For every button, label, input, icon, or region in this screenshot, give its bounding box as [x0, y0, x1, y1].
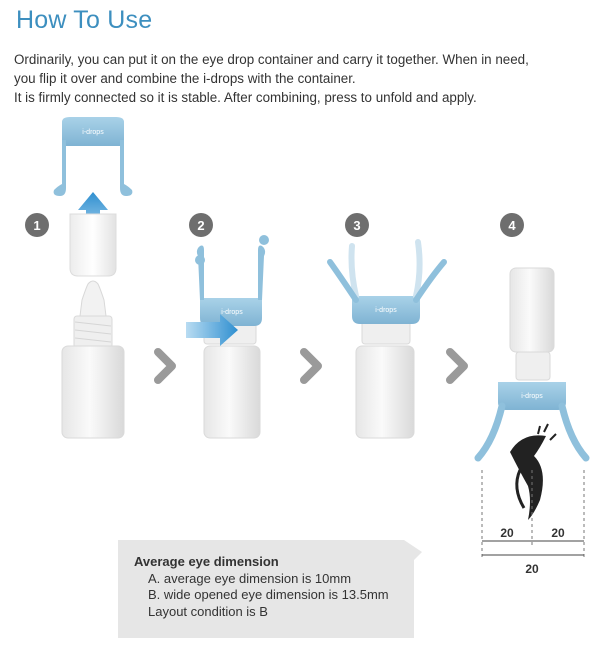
step-4-bottle — [510, 268, 554, 352]
step-1-bottle — [62, 346, 124, 438]
chevron-right-icon — [158, 352, 172, 380]
chevron-right-icon — [304, 352, 318, 380]
step-2-illustration — [186, 235, 269, 438]
step-badge-4 — [500, 213, 524, 237]
dimension-right-label: 20 — [551, 526, 565, 540]
step-1-dropper-tip — [80, 281, 106, 316]
dimension-left-label: 20 — [500, 526, 514, 540]
step-1-device-label: i-drops — [82, 129, 104, 136]
step-4-illustration — [478, 268, 586, 576]
callout-line-c: Layout condition is B — [148, 603, 268, 619]
callout-line-a: A. average eye dimension is 10mm — [148, 570, 352, 586]
step-1-illustration — [54, 117, 133, 438]
step-number: 1 — [33, 218, 41, 233]
step-3-illustration — [330, 242, 444, 438]
step-number: 2 — [197, 218, 205, 233]
eye-dimension-callout — [118, 540, 422, 638]
step-2-device-label: i-drops — [221, 309, 243, 316]
dimension-total-label: 20 — [525, 562, 539, 576]
callout-line-b: B. wide opened eye dimension is 13.5mm — [148, 587, 389, 602]
step-number: 4 — [508, 218, 516, 233]
step-1-cap-sleeve — [70, 214, 116, 276]
step-number: 3 — [353, 218, 361, 233]
step-3-device-label: i-drops — [375, 307, 397, 314]
page-title: How To Use — [16, 6, 153, 34]
chevron-right-icon — [450, 352, 464, 380]
intro-line-2: you flip it over and combine the i-drops with the container. — [14, 71, 356, 86]
intro-line-3: It is firmly connected so it is stable. After combining, press to unfold and apply. — [14, 90, 477, 105]
callout-heading: Average eye dimension — [134, 554, 279, 569]
eye-silhouette — [510, 424, 556, 520]
step-badge-3 — [345, 213, 369, 237]
step-badge-1 — [25, 213, 49, 237]
step-4-device-label: i-drops — [521, 393, 543, 400]
step-1-idrops-device — [54, 117, 133, 196]
step-2-bottle — [204, 346, 260, 438]
step-3-bottle — [356, 346, 414, 438]
step-badge-2 — [189, 213, 213, 237]
intro-line-1: Ordinarily, you can put it on the eye drop container and carry it together. When in need, — [14, 52, 529, 67]
